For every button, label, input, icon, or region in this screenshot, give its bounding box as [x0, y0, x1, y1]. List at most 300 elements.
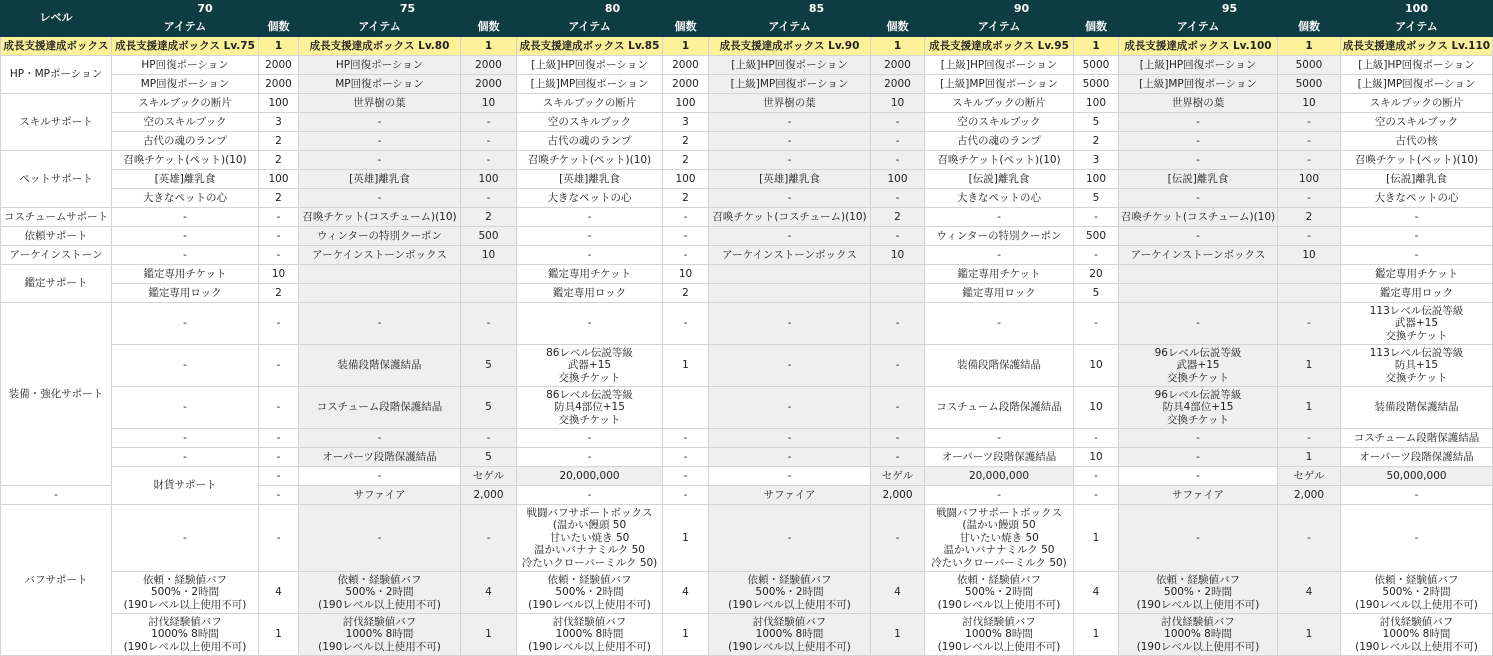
category-cell: バフサポート — [1, 505, 112, 656]
item-cell: - — [709, 505, 871, 572]
table-row — [1, 429, 1493, 448]
item-cell: アーケインストーンボックス — [1119, 246, 1278, 265]
count-cell: 5 — [1074, 284, 1119, 303]
count-cell: 100 — [259, 170, 299, 189]
count-cell: - — [871, 189, 925, 208]
count-cell: 2000 — [461, 75, 517, 94]
item-cell: 討伐経験値バフ 1000% 8時間 (190レベル以上使用不可) — [1119, 614, 1278, 656]
count-cell: 1 — [259, 614, 299, 656]
item-cell: - — [112, 429, 259, 448]
count-cell: 1 — [663, 614, 709, 656]
item-cell: - — [709, 448, 871, 467]
count-cell: - — [259, 345, 299, 387]
count-cell: 5000 — [1074, 56, 1119, 75]
table-row — [1, 37, 1493, 56]
count-cell: 1 — [1278, 345, 1341, 387]
count-cell: - — [259, 303, 299, 345]
count-header: 個数 — [1074, 19, 1119, 37]
count-cell: - — [259, 208, 299, 227]
count-cell: 1 — [1278, 448, 1341, 467]
item-cell: 大きなペットの心 — [1341, 189, 1493, 208]
item-cell: 大きなペットの心 — [925, 189, 1074, 208]
count-cell: 4 — [663, 572, 709, 614]
item-cell: [上級]HP回復ポーション — [925, 56, 1074, 75]
item-cell: サファイア — [709, 486, 871, 505]
item-cell: 鑑定専用チケット — [112, 265, 259, 284]
table-row — [1, 614, 1493, 656]
count-cell: - — [663, 486, 709, 505]
item-cell: 召喚チケット(ペット)(10) — [517, 151, 663, 170]
count-cell: 10 — [1074, 387, 1119, 429]
count-header: 個数 — [461, 19, 517, 37]
count-cell: - — [259, 227, 299, 246]
item-header: アイテム — [1341, 19, 1493, 37]
table-row — [1, 265, 1493, 284]
table-row — [1, 208, 1493, 227]
count-cell: - — [871, 448, 925, 467]
count-cell: 10 — [1278, 246, 1341, 265]
item-cell: - — [299, 132, 461, 151]
count-cell — [871, 265, 925, 284]
item-cell: - — [709, 113, 871, 132]
item-cell: [英雄]離乳食 — [299, 170, 461, 189]
header-sub-row — [1, 19, 1493, 37]
item-cell: 装備段階保護結晶 — [299, 345, 461, 387]
item-cell: [伝説]離乳食 — [1119, 170, 1278, 189]
count-cell — [461, 265, 517, 284]
item-cell: スキルブックの断片 — [517, 94, 663, 113]
count-cell: 500 — [461, 227, 517, 246]
count-cell: 10 — [871, 246, 925, 265]
item-cell: オーパーツ段階保護結晶 — [1341, 448, 1493, 467]
level-85-header: 85 — [709, 1, 925, 19]
item-cell: - — [709, 189, 871, 208]
table-row — [1, 227, 1493, 246]
item-cell: [英雄]離乳食 — [517, 170, 663, 189]
item-cell: - — [663, 467, 709, 486]
item-cell: [上級]MP回復ポーション — [517, 75, 663, 94]
count-cell: 5 — [461, 345, 517, 387]
item-cell: コスチューム段階保護結晶 — [299, 387, 461, 429]
item-cell: 成長支援達成ボックス Lv.75 — [112, 37, 259, 56]
count-cell: - — [259, 486, 299, 505]
item-cell: ウィンターの特別クーポン — [925, 227, 1074, 246]
count-cell: - — [871, 505, 925, 572]
count-cell: - — [871, 151, 925, 170]
item-header: アイテム — [517, 19, 663, 37]
count-cell: 1 — [1278, 387, 1341, 429]
level-95-header: 95 — [1119, 1, 1341, 19]
item-cell — [709, 265, 871, 284]
item-cell: [英雄]離乳食 — [709, 170, 871, 189]
count-cell: 1 — [1278, 37, 1341, 56]
item-cell: - — [709, 429, 871, 448]
count-cell: 1 — [1074, 37, 1119, 56]
item-cell: 成長支援達成ボックス Lv.110 — [1341, 37, 1493, 56]
count-cell: - — [1074, 246, 1119, 265]
item-cell: 討伐経験値バフ 1000% 8時間 (190レベル以上使用不可) — [299, 614, 461, 656]
count-cell: - — [1278, 505, 1341, 572]
count-cell: 50,000,000 — [1341, 467, 1493, 486]
item-cell — [1119, 265, 1278, 284]
item-cell: [上級]HP回復ポーション — [517, 56, 663, 75]
item-cell: - — [1341, 486, 1493, 505]
item-cell: - — [1, 486, 112, 505]
item-cell: 成長支援達成ボックス Lv.85 — [517, 37, 663, 56]
category-cell: スキルサポート — [1, 94, 112, 151]
count-cell: 2 — [461, 208, 517, 227]
category-cell: 成長支援達成ボックス — [1, 37, 112, 56]
item-cell: - — [709, 303, 871, 345]
count-cell: 2 — [259, 151, 299, 170]
count-cell: 20 — [1074, 265, 1119, 284]
count-cell: 100 — [461, 170, 517, 189]
count-cell: - — [871, 429, 925, 448]
category-cell: 鑑定サポート — [1, 265, 112, 303]
category-cell: 装備・強化サポート — [1, 303, 112, 486]
item-cell: HP回復ポーション — [112, 56, 259, 75]
item-cell: - — [1074, 467, 1119, 486]
table-row — [1, 448, 1493, 467]
item-cell — [709, 284, 871, 303]
item-cell: 戦闘バフサポートボックス (温かい饅頭 50 甘いたい焼き 50 温かいバナナミルク 50 冷たいクローバーミルク 50) — [925, 505, 1074, 572]
item-cell: - — [517, 486, 663, 505]
header-level-row — [1, 1, 1493, 19]
item-cell: - — [112, 227, 259, 246]
item-cell: 空のスキルブック — [1341, 113, 1493, 132]
item-cell: 召喚チケット(ペット)(10) — [112, 151, 259, 170]
item-cell: スキルブックの断片 — [925, 94, 1074, 113]
count-cell: 2 — [663, 132, 709, 151]
table-row — [1, 284, 1493, 303]
item-cell: - — [517, 448, 663, 467]
item-cell: 96レベル伝説等級 防具4部位+15 交換チケット — [1119, 387, 1278, 429]
item-cell: 古代の核 — [1341, 132, 1493, 151]
table-row — [1, 572, 1493, 614]
count-cell: - — [259, 429, 299, 448]
item-cell: サファイア — [1119, 486, 1278, 505]
item-cell: サファイア — [299, 486, 461, 505]
count-cell: 2 — [259, 189, 299, 208]
count-cell: - — [871, 227, 925, 246]
count-cell: 100 — [663, 170, 709, 189]
item-cell: 世界樹の葉 — [709, 94, 871, 113]
table-row — [1, 387, 1493, 429]
count-cell: 20,000,000 — [517, 467, 663, 486]
count-cell: 100 — [259, 94, 299, 113]
table-row — [1, 56, 1493, 75]
count-cell — [461, 284, 517, 303]
count-cell: 1 — [1278, 614, 1341, 656]
table-row — [1, 94, 1493, 113]
item-cell: - — [517, 246, 663, 265]
count-cell: 1 — [871, 614, 925, 656]
item-cell: [上級]HP回復ポーション — [1119, 56, 1278, 75]
item-cell: 空のスキルブック — [925, 113, 1074, 132]
count-cell: 100 — [1074, 94, 1119, 113]
count-cell: 2000 — [663, 56, 709, 75]
count-cell: - — [461, 113, 517, 132]
count-cell: 5 — [1074, 113, 1119, 132]
count-cell: 3 — [663, 113, 709, 132]
item-cell: 召喚チケット(ペット)(10) — [1341, 151, 1493, 170]
item-cell: - — [112, 387, 259, 429]
count-cell: - — [871, 113, 925, 132]
item-cell: 96レベル伝説等級 武器+15 交換チケット — [1119, 345, 1278, 387]
count-cell: 4 — [461, 572, 517, 614]
count-cell: - — [1278, 189, 1341, 208]
item-cell: 成長支援達成ボックス Lv.100 — [1119, 37, 1278, 56]
item-cell: スキルブックの断片 — [1341, 94, 1493, 113]
count-cell: - — [461, 132, 517, 151]
count-cell: 2000 — [663, 75, 709, 94]
item-cell: セゲル — [1278, 467, 1341, 486]
count-header: 個数 — [259, 19, 299, 37]
item-cell: - — [1119, 151, 1278, 170]
count-cell: 100 — [663, 94, 709, 113]
item-cell: 召喚チケット(コスチューム)(10) — [1119, 208, 1278, 227]
count-cell: 5 — [461, 387, 517, 429]
count-cell: 100 — [871, 170, 925, 189]
item-header: アイテム — [709, 19, 871, 37]
item-cell: オーパーツ段階保護結晶 — [299, 448, 461, 467]
category-cell: 財貨サポート — [112, 467, 259, 505]
count-header: 個数 — [871, 19, 925, 37]
count-cell: - — [1074, 486, 1119, 505]
count-cell: 100 — [1074, 170, 1119, 189]
count-cell: - — [871, 345, 925, 387]
item-header: アイテム — [1119, 19, 1278, 37]
count-cell: - — [663, 227, 709, 246]
count-cell: - — [299, 467, 461, 486]
category-cell: コスチュームサポート — [1, 208, 112, 227]
count-cell: - — [461, 151, 517, 170]
count-cell: 2,000 — [1278, 486, 1341, 505]
item-cell: - — [1119, 303, 1278, 345]
item-cell: 古代の魂のランプ — [517, 132, 663, 151]
item-cell: - — [709, 387, 871, 429]
count-cell: 2000 — [259, 75, 299, 94]
item-cell: 113レベル伝説等級 武器+15 交換チケット — [1341, 303, 1493, 345]
item-cell: - — [112, 246, 259, 265]
count-cell: 2 — [663, 189, 709, 208]
item-cell: - — [1341, 246, 1493, 265]
count-cell: 1 — [1074, 505, 1119, 572]
category-cell: 依頼サポート — [1, 227, 112, 246]
item-cell: 成長支援達成ボックス Lv.95 — [925, 37, 1074, 56]
count-cell: - — [1074, 208, 1119, 227]
item-cell: - — [1119, 189, 1278, 208]
count-cell: 10 — [871, 94, 925, 113]
level-header: レベル — [1, 1, 112, 37]
count-cell: 4 — [259, 572, 299, 614]
count-cell: 2000 — [871, 75, 925, 94]
item-header: アイテム — [299, 19, 461, 37]
item-cell: 召喚チケット(ペット)(10) — [925, 151, 1074, 170]
count-cell: 10 — [663, 265, 709, 284]
count-cell: 2,000 — [461, 486, 517, 505]
item-cell: 世界樹の葉 — [299, 94, 461, 113]
count-cell: - — [1278, 113, 1341, 132]
item-cell: 鑑定専用ロック — [925, 284, 1074, 303]
item-cell: - — [112, 448, 259, 467]
count-cell: - — [461, 189, 517, 208]
item-cell: - — [1119, 505, 1278, 572]
item-cell — [1119, 284, 1278, 303]
item-cell: - — [299, 303, 461, 345]
count-cell: - — [871, 387, 925, 429]
count-cell: - — [259, 448, 299, 467]
item-cell: - — [1119, 429, 1278, 448]
table-row — [1, 505, 1493, 572]
item-cell: 討伐経験値バフ 1000% 8時間 (190レベル以上使用不可) — [1341, 614, 1493, 656]
item-cell: 討伐経験値バフ 1000% 8時間 (190レベル以上使用不可) — [517, 614, 663, 656]
item-cell: 依頼・経験値バフ 500%・2時間 (190レベル以上使用不可) — [1341, 572, 1493, 614]
count-cell: 20,000,000 — [925, 467, 1074, 486]
item-cell: [伝説]離乳食 — [1341, 170, 1493, 189]
item-cell: - — [517, 303, 663, 345]
item-cell: 召喚チケット(コスチューム)(10) — [709, 208, 871, 227]
count-cell: 5 — [1074, 189, 1119, 208]
count-cell: - — [1278, 227, 1341, 246]
item-cell: 大きなペットの心 — [112, 189, 259, 208]
item-cell: - — [1341, 208, 1493, 227]
item-cell: 装備段階保護結晶 — [925, 345, 1074, 387]
item-cell: - — [709, 227, 871, 246]
count-cell: - — [1074, 429, 1119, 448]
count-cell: 1 — [871, 37, 925, 56]
count-cell: - — [1119, 467, 1278, 486]
table-row — [1, 132, 1493, 151]
item-cell: - — [112, 345, 259, 387]
count-cell: - — [1278, 151, 1341, 170]
count-cell: - — [663, 246, 709, 265]
count-cell: 1 — [663, 345, 709, 387]
item-cell: [上級]MP回復ポーション — [1341, 75, 1493, 94]
item-cell: 依頼・経験値バフ 500%・2時間 (190レベル以上使用不可) — [299, 572, 461, 614]
item-cell: 86レベル伝説等級 防具4部位+15 交換チケット — [517, 387, 663, 429]
item-cell: - — [299, 505, 461, 572]
item-cell: - — [299, 151, 461, 170]
level-80-header: 80 — [517, 1, 709, 19]
count-cell: - — [1278, 132, 1341, 151]
item-cell: - — [925, 246, 1074, 265]
count-cell: 4 — [871, 572, 925, 614]
item-cell: 成長支援達成ボックス Lv.80 — [299, 37, 461, 56]
item-cell: スキルブックの断片 — [112, 94, 259, 113]
item-cell: [上級]MP回復ポーション — [925, 75, 1074, 94]
item-cell: - — [517, 429, 663, 448]
item-cell: 討伐経験値バフ 1000% 8時間 (190レベル以上使用不可) — [925, 614, 1074, 656]
count-cell: 2000 — [259, 56, 299, 75]
table-row — [1, 113, 1493, 132]
level-70-header: 70 — [112, 1, 299, 19]
item-header: アイテム — [925, 19, 1074, 37]
count-cell: 10 — [1074, 448, 1119, 467]
item-cell: 鑑定専用ロック — [517, 284, 663, 303]
item-cell: - — [1119, 227, 1278, 246]
item-cell: - — [1119, 448, 1278, 467]
item-cell: - — [517, 227, 663, 246]
table-row — [1, 246, 1493, 265]
item-cell: 依頼・経験値バフ 500%・2時間 (190レベル以上使用不可) — [925, 572, 1074, 614]
level-90-header: 90 — [925, 1, 1119, 19]
count-cell: - — [663, 429, 709, 448]
item-cell: [上級]HP回復ポーション — [1341, 56, 1493, 75]
item-cell: [伝説]離乳食 — [925, 170, 1074, 189]
table-row — [1, 303, 1493, 345]
count-header: 個数 — [1278, 19, 1341, 37]
count-cell: 4 — [1278, 572, 1341, 614]
item-cell: アーケインストーンボックス — [709, 246, 871, 265]
item-cell: 86レベル伝説等級 武器+15 交換チケット — [517, 345, 663, 387]
item-cell: アーケインストーンボックス — [299, 246, 461, 265]
item-cell: コスチューム段階保護結晶 — [925, 387, 1074, 429]
item-cell: - — [1119, 132, 1278, 151]
category-cell: HP・MPポーション — [1, 56, 112, 94]
count-cell: - — [663, 303, 709, 345]
level-100-header: 100 — [1341, 1, 1493, 19]
count-cell: - — [1278, 429, 1341, 448]
item-cell: コスチューム段階保護結晶 — [1341, 429, 1493, 448]
count-cell: 5000 — [1278, 56, 1341, 75]
item-cell: 空のスキルブック — [517, 113, 663, 132]
count-cell: 5000 — [1278, 75, 1341, 94]
reward-table-body — [1, 37, 1493, 656]
count-cell: 100 — [1278, 170, 1341, 189]
item-cell: 戦闘バフサポートボックス (温かい饅頭 50 甘いたい焼き 50 温かいバナナミルク 50 冷たいクローバーミルク 50) — [517, 505, 663, 572]
item-cell: - — [259, 467, 299, 486]
item-cell: 依頼・経験値バフ 500%・2時間 (190レベル以上使用不可) — [112, 572, 259, 614]
count-cell: 1 — [663, 37, 709, 56]
count-cell — [1278, 284, 1341, 303]
count-cell: 2 — [1278, 208, 1341, 227]
item-cell: 装備段階保護結晶 — [1341, 387, 1493, 429]
item-header: アイテム — [112, 19, 259, 37]
count-cell: 2 — [871, 208, 925, 227]
count-cell: - — [259, 246, 299, 265]
count-cell: 10 — [461, 94, 517, 113]
item-cell: 召喚チケット(コスチューム)(10) — [299, 208, 461, 227]
category-cell: アーケインストーン — [1, 246, 112, 265]
count-cell: 1 — [461, 37, 517, 56]
item-cell — [299, 265, 461, 284]
item-cell: - — [299, 189, 461, 208]
item-cell: 世界樹の葉 — [1119, 94, 1278, 113]
count-cell: - — [461, 505, 517, 572]
item-cell: - — [299, 429, 461, 448]
table-row — [1, 345, 1493, 387]
count-cell — [663, 387, 709, 429]
count-cell: 1 — [1074, 614, 1119, 656]
count-cell: 5000 — [1074, 75, 1119, 94]
table-row — [1, 151, 1493, 170]
item-cell: - — [925, 303, 1074, 345]
count-cell — [1278, 265, 1341, 284]
count-cell: 5 — [461, 448, 517, 467]
table-row — [1, 189, 1493, 208]
item-cell: 古代の魂のランプ — [112, 132, 259, 151]
item-cell: 鑑定専用チケット — [925, 265, 1074, 284]
count-cell: 2 — [259, 284, 299, 303]
count-cell: 3 — [259, 113, 299, 132]
count-cell: 2 — [259, 132, 299, 151]
count-cell: - — [259, 505, 299, 572]
item-cell: 依頼・経験値バフ 500%・2時間 (190レベル以上使用不可) — [709, 572, 871, 614]
category-cell: ペットサポート — [1, 151, 112, 208]
count-cell: - — [663, 208, 709, 227]
count-cell: 1 — [259, 37, 299, 56]
